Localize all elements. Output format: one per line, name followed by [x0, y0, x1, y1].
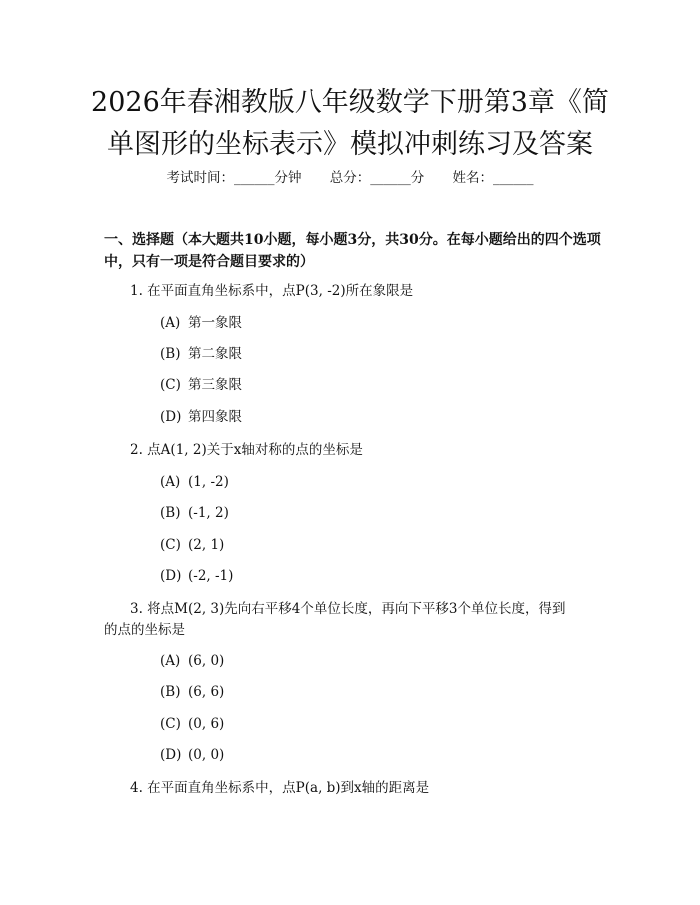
- option-text: (0, 6): [188, 716, 225, 732]
- document-title: [60, 82, 640, 166]
- question-3-option-c: [160, 714, 224, 734]
- exam-time: 考试时间：______分钟: [166, 170, 302, 186]
- option-text: 第二象限: [188, 346, 242, 362]
- option-label: (A): [160, 653, 181, 669]
- title-line-2: 单图形的坐标表示》模拟冲刺练习及答案: [107, 129, 593, 160]
- option-text: 第三象限: [188, 377, 242, 393]
- option-text: 第四象限: [188, 409, 242, 425]
- option-text: (6, 6): [188, 684, 225, 700]
- question-2-option-d: [160, 566, 233, 586]
- question-3-option-a: [160, 651, 224, 671]
- option-label: (C): [160, 377, 181, 393]
- title-line-1: 2026年春湘教版八年级数学下册第3章《简: [91, 87, 609, 118]
- question-1-option-a: [160, 313, 242, 333]
- question-1-stem: 1. 在平面直角坐标系中，点P(3, -2)所在象限是: [130, 283, 414, 299]
- option-label: (D): [160, 568, 182, 584]
- question-2-option-c: [160, 535, 224, 555]
- question-3-stem-line-2: 的点的坐标是: [104, 622, 185, 638]
- question-3-stem-line-1: 3. 将点M(2, 3)先向右平移4个单位长度，再向下平移3个单位长度，得到: [130, 601, 566, 617]
- option-label: (A): [160, 474, 181, 490]
- option-text: (-2, -1): [188, 568, 234, 584]
- exam-meta: [0, 166, 700, 186]
- option-label: (D): [160, 747, 182, 763]
- option-text: (0, 0): [188, 747, 225, 763]
- option-text: (1, -2): [188, 474, 229, 490]
- question-1-option-c: [160, 375, 242, 395]
- total-score: 总分：______分: [329, 170, 425, 186]
- question-1-option-d: [160, 407, 242, 427]
- question-1-option-b: [160, 344, 242, 364]
- question-2-stem: 2. 点A(1, 2)关于x轴对称的点的坐标是: [130, 442, 363, 458]
- question-2-option-b: [160, 503, 229, 523]
- question-3-option-b: [160, 682, 224, 702]
- option-label: (C): [160, 537, 181, 553]
- question-4-stem: 4. 在平面直角坐标系中，点P(a, b)到x轴的距离是: [130, 780, 430, 796]
- option-text: 第一象限: [188, 315, 242, 331]
- question-2-option-a: [160, 472, 229, 492]
- option-text: (6, 0): [188, 653, 225, 669]
- question-3-option-d: [160, 745, 224, 765]
- option-label: (C): [160, 716, 181, 732]
- option-label: (B): [160, 505, 181, 521]
- section-heading: 一、选择题（本大题共10小题，每小题3分，共30分。在每小题给出的四个选项中，只有一项是符合题目要求的）: [104, 232, 601, 270]
- option-label: (B): [160, 684, 181, 700]
- student-name: 姓名：______: [452, 170, 534, 186]
- option-label: (B): [160, 346, 181, 362]
- option-text: (-1, 2): [188, 505, 229, 521]
- option-label: (A): [160, 315, 181, 331]
- option-text: (2, 1): [188, 537, 225, 553]
- option-label: (D): [160, 409, 182, 425]
